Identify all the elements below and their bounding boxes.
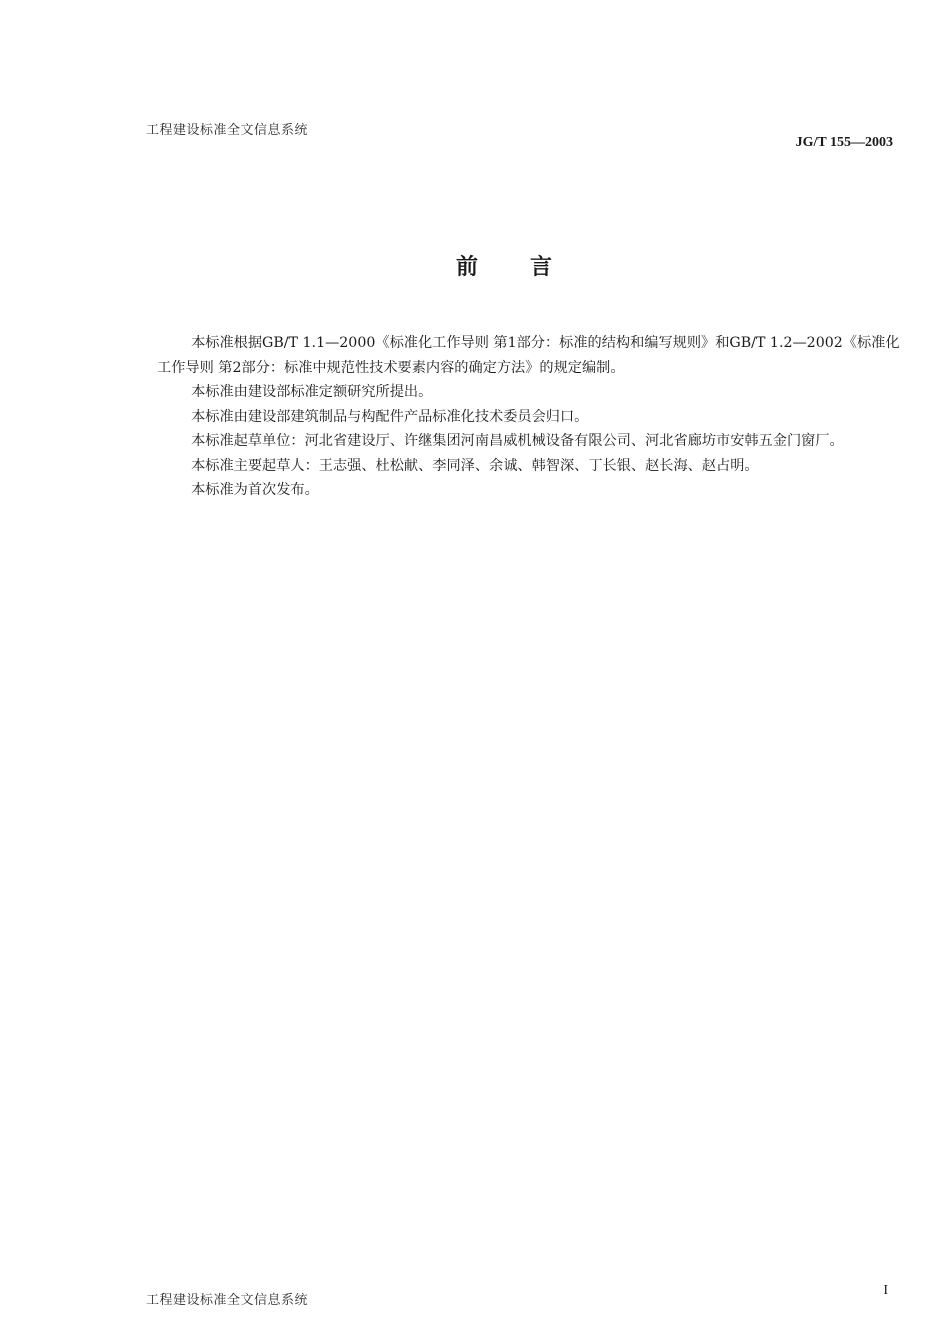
- footer-system-name: 工程建设标准全文信息系统: [146, 1293, 309, 1308]
- header-system-name: 工程建设标准全文信息系统: [146, 123, 309, 138]
- paragraph-drafting-units: 本标准起草单位：河北省建设厅、许继集团河南昌威机械设备有限公司、河北省廊坊市安韩五金门窗厂。: [191, 433, 844, 449]
- paragraph-basis: 本标准根据GB/T 1.1—2000《标准化工作导则 第1部分：标准的结构和编写规则》和GB/T 1.2—2002《标准化工作导则 第2部分：标准中规范性技术要素内容的确定方法》的规定编制。: [157, 335, 900, 376]
- paragraph-administrator: 本标准由建设部建筑制品与构配件产品标准化技术委员会归口。: [191, 408, 589, 425]
- page-title: 前言: [455, 254, 604, 280]
- foreword-body: [157, 331, 909, 503]
- paragraph-first-release: 本标准为首次发布。: [191, 482, 319, 498]
- standard-number: JG/T 155—2003: [795, 135, 893, 150]
- paragraph-proposer: 本标准由建设部标准定额研究所提出。: [191, 384, 433, 400]
- page-number: I: [883, 1283, 888, 1298]
- paragraph-drafters: 本标准主要起草人：王志强、杜松献、李同泽、余诚、韩智深、丁长银、赵长海、赵占明。: [191, 457, 759, 474]
